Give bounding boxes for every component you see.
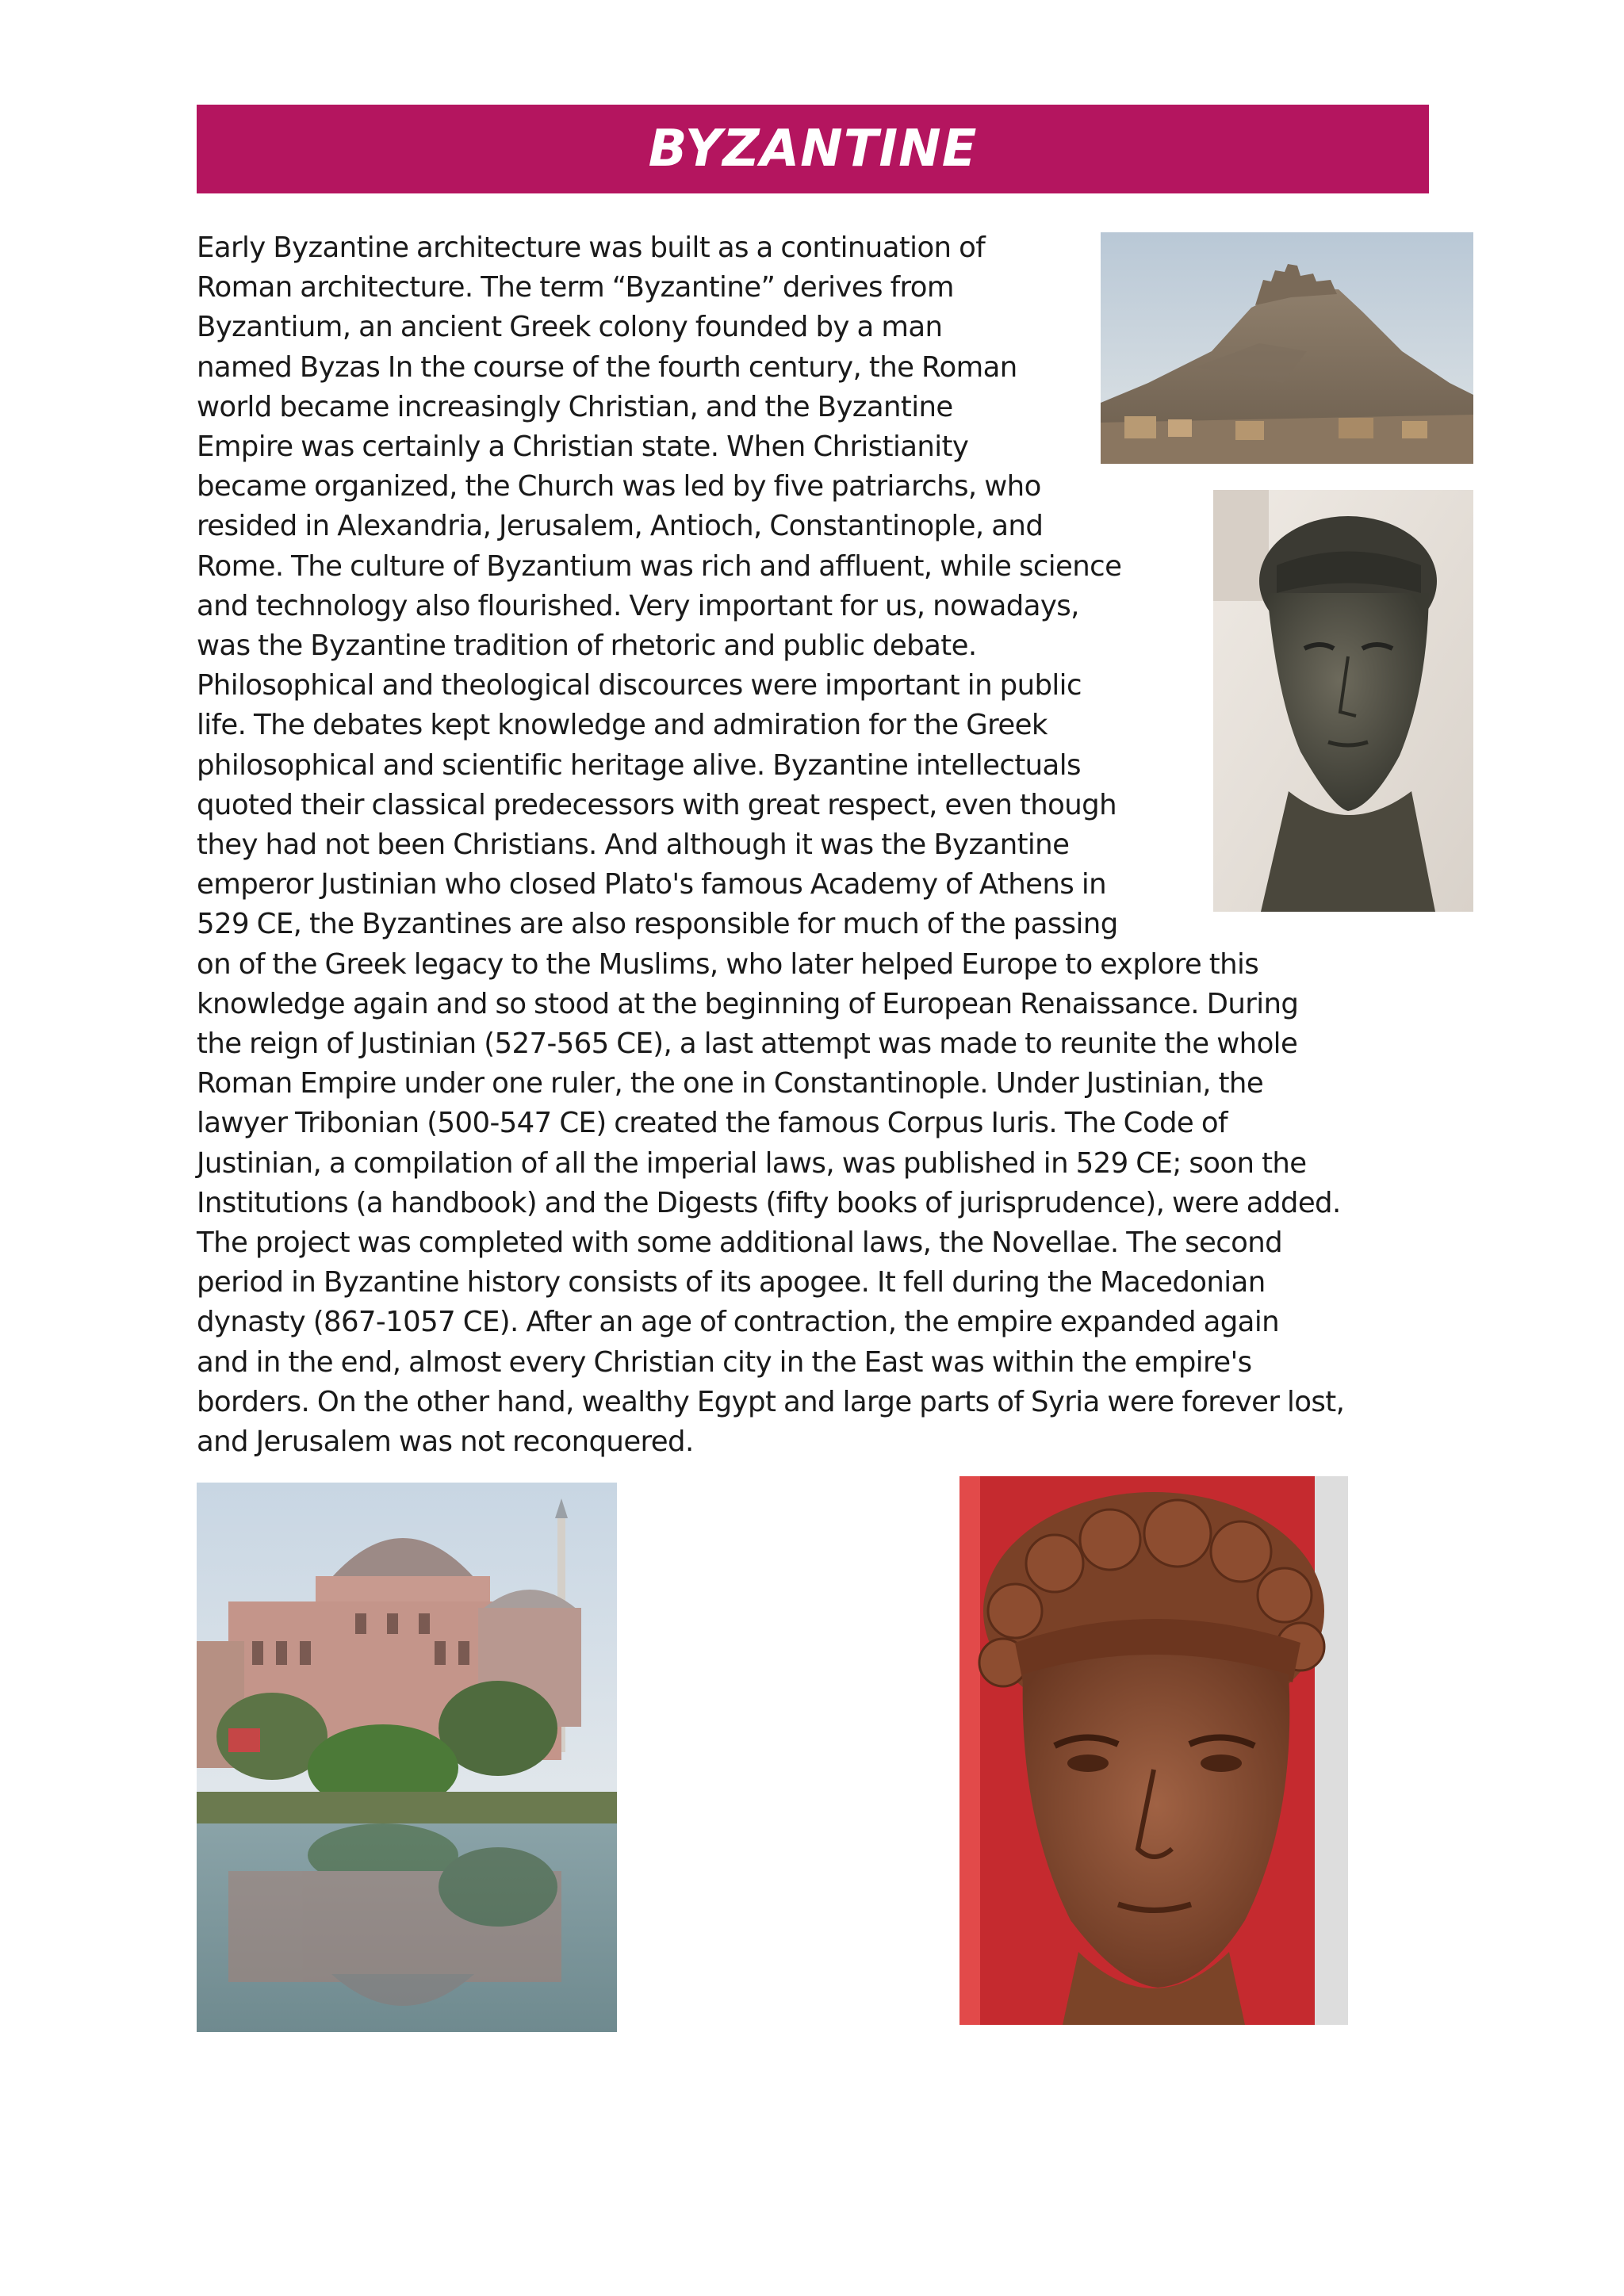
text-line: knowledge again and so stood at the beginning of European Renaissance. During <box>197 987 1299 1020</box>
text-line: Roman Empire under one ruler, the one in Constantinople. Under Justinian, the <box>197 1067 1264 1100</box>
text-line: Roman architecture. The term “Byzantine” derives from <box>197 271 954 304</box>
text-line: The project was completed with some additional laws, the Novellae. The second <box>197 1226 1283 1260</box>
text-line: Rome. The culture of Byzantium was rich and affluent, while science <box>197 549 1122 583</box>
text-line: life. The debates kept knowledge and admiration for the Greek <box>197 709 1048 742</box>
bronze-head-photo <box>1213 490 1473 912</box>
text-line: became organized, the Church was led by five patriarchs, who <box>197 470 1041 503</box>
text-line: and in the end, almost every Christian city in the East was within the empire's <box>197 1345 1252 1379</box>
text-line: resided in Alexandria, Jerusalem, Antioch, Constantinople, and <box>197 510 1044 543</box>
text-line: named Byzas In the course of the fourth century, the Roman <box>197 350 1017 384</box>
text-line: emperor Justinian who closed Plato's famous Academy of Athens in <box>197 868 1107 901</box>
text-line: Byzantium, an ancient Greek colony founded by a man <box>197 311 943 344</box>
text-line: 529 CE, the Byzantines are also responsible for much of the passing <box>197 908 1118 941</box>
text-line: Early Byzantine architecture was built as a continuation of <box>197 232 986 264</box>
emperor-bust-photo <box>959 1476 1348 2025</box>
text-line: and technology also flourished. Very important for us, nowadays, <box>197 589 1079 622</box>
text-line: the reign of Justinian (527-565 CE), a last attempt was made to reunite the whole <box>197 1027 1298 1061</box>
text-line: Justinian, a compilation of all the imperial laws, was published in 529 CE; soon the <box>197 1146 1307 1180</box>
text-line: Institutions (a handbook) and the Digests (fifty books of jurisprudence), were added. <box>197 1186 1341 1219</box>
text-line: period in Byzantine history consists of its apogee. It fell during the Macedonian <box>197 1266 1266 1299</box>
text-line: quoted their classical predecessors with great respect, even though <box>197 788 1116 821</box>
text-line: dynasty (867-1057 CE). After an age of contraction, the empire expanded again <box>197 1306 1279 1339</box>
text-line: on of the Greek legacy to the Muslims, who later helped Europe to explore this <box>197 947 1259 981</box>
fortress-photo <box>1101 232 1473 464</box>
text-line: and Jerusalem was not reconquered. <box>197 1425 694 1459</box>
text-line: they had not been Christians. And although it was the Byzantine <box>197 828 1070 862</box>
text-line: Philosophical and theological discources were important in public <box>197 669 1082 702</box>
text-line: world became increasingly Christian, and the Byzantine <box>197 390 953 423</box>
title-banner <box>197 105 1429 193</box>
page-title: BYZANTINE <box>648 120 978 178</box>
text-line: borders. On the other hand, wealthy Egypt and large parts of Syria were forever lost, <box>197 1385 1345 1418</box>
text-line: lawyer Tribonian (500-547 CE) created the famous Corpus Iuris. The Code of <box>197 1107 1228 1140</box>
text-line: Empire was certainly a Christian state. When Christianity <box>197 430 969 464</box>
hagia-sophia-photo <box>197 1483 617 2032</box>
text-line: philosophical and scientific heritage alive. Byzantine intellectuals <box>197 748 1081 782</box>
text-line: was the Byzantine tradition of rhetoric and public debate. <box>197 629 977 663</box>
